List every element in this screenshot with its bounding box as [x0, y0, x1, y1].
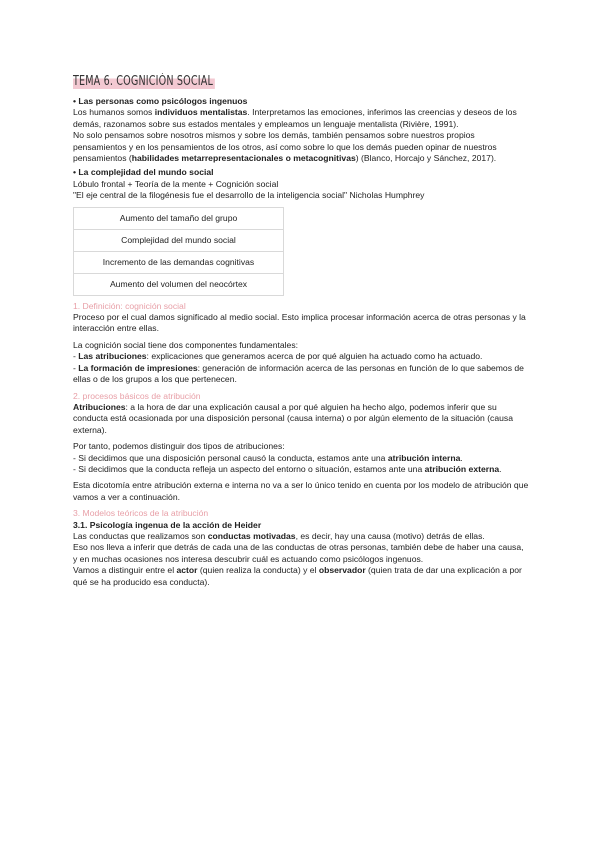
paragraph-metacognitivas: No solo pensamos sobre nosotros mismos y sobre los demás, también pensamos sobre nuestros propios pensamientos y en los pensamientos de los otros, así como sobre lo que los demás pueden opinar de nuestros pensamientos (habilidades metarrepresentacionales o metacognitivas) (Blanco, Horcajo y Sánchez, 2017).: [73, 130, 497, 164]
section-heading-psicologos: • Las personas como psicólogos ingenuos: [73, 96, 248, 106]
list-item: - Si decidimos que una disposición personal causó la conducta, estamos ante una atribución interna.: [73, 452, 463, 463]
table-row: [74, 207, 284, 229]
paragraph-actor-observador: Vamos a distinguir entre el actor (quien realiza la conducta) y el observador (quien trata de dar una explicación a por qué se ha producido esa conducta).: [73, 565, 522, 587]
list-item: - La formación de impresiones: generación de información acerca de las personas en función de lo que sabemos de ellas o de los grupos a los que pertenecen.: [73, 362, 524, 385]
paragraph-motivadas: Las conductas que realizamos son conductas motivadas, es decir, hay una causa (motivo) detrás de ellas.: [73, 530, 485, 541]
paragraph-mentalistas: Los humanos somos individuos mentalistas. Interpretamos las emociones, inferimos las creencias y deseos de los demás, razonamos sobre sus estados mentales y empleamos un lenguaje mentalista (Rivière, 1991).: [73, 107, 517, 129]
evolution-table: [73, 207, 284, 296]
list-item: - Si decidimos que la conducta refleja un aspecto del entorno o situación, estamos ante una atribución externa.: [73, 463, 502, 474]
paragraph-causa: Eso nos lleva a inferir que detrás de cada una de las conductas de otras personas, también debe de haber una causa, y en muchas ocasiones nos interesa descubrir cuál es actuando como psicólogos ingenuos.: [73, 542, 524, 564]
paragraph-quote: "El eje central de la filogénesis fue el desarrollo de la inteligencia social" Nicholas Humphrey: [73, 190, 425, 201]
paragraph-dicotomia: Esta dicotomía entre atribución externa e interna no va a ser lo único tenido en cuenta por los modelo de atribución que vamos a ver a continuación.: [73, 480, 529, 502]
subsection-heading-heider: 3.1. Psicología ingenua de la acción de Heider: [73, 519, 262, 530]
table-cell: Complejidad del mundo social: [74, 229, 284, 251]
table-row: [74, 273, 284, 295]
section-heading-complejidad: • La complejidad del mundo social: [73, 167, 214, 178]
table-cell: Incremento de las demandas cognitivas: [74, 251, 284, 273]
paragraph-lobulo: Lóbulo frontal + Teoría de la mente + Cognición social: [73, 178, 279, 189]
document-page: [73, 72, 529, 588]
paragraph-definicion: Proceso por el cual damos significado al medio social. Esto implica procesar información acerca de otras personas y la interacción entre ellas.: [73, 312, 526, 334]
table-cell: Aumento del tamaño del grupo: [74, 207, 284, 229]
paragraph-atribuciones: Atribuciones: a la hora de dar una explicación causal a por qué alguien ha hecho algo, podemos inferir que su conducta está ocasionada por una disposición personal (causa interna) o por algún elemento de la situación (causa externa).: [73, 401, 513, 435]
table-row: [74, 251, 284, 273]
table-row: [74, 229, 284, 251]
title-block: [73, 72, 529, 90]
section-heading-procesos: 2. procesos básicos de atribución: [73, 390, 201, 401]
page-title: TEMA 6. COGNICIÓN SOCIAL: [73, 74, 213, 89]
section-heading-modelos: 3. Modelos teóricos de la atribución: [73, 508, 209, 519]
section-heading-definicion: 1. Definición: cognición social: [73, 300, 186, 311]
paragraph-componentes: La cognición social tiene dos componentes fundamentales:: [73, 339, 299, 350]
paragraph-tipos: Por tanto, podemos distinguir dos tipos de atribuciones:: [73, 441, 285, 452]
table-cell: Aumento del volumen del neocórtex: [74, 273, 284, 295]
list-item: - Las atribuciones: explicaciones que generamos acerca de por qué alguien ha actuado como ha actuado.: [73, 351, 483, 362]
